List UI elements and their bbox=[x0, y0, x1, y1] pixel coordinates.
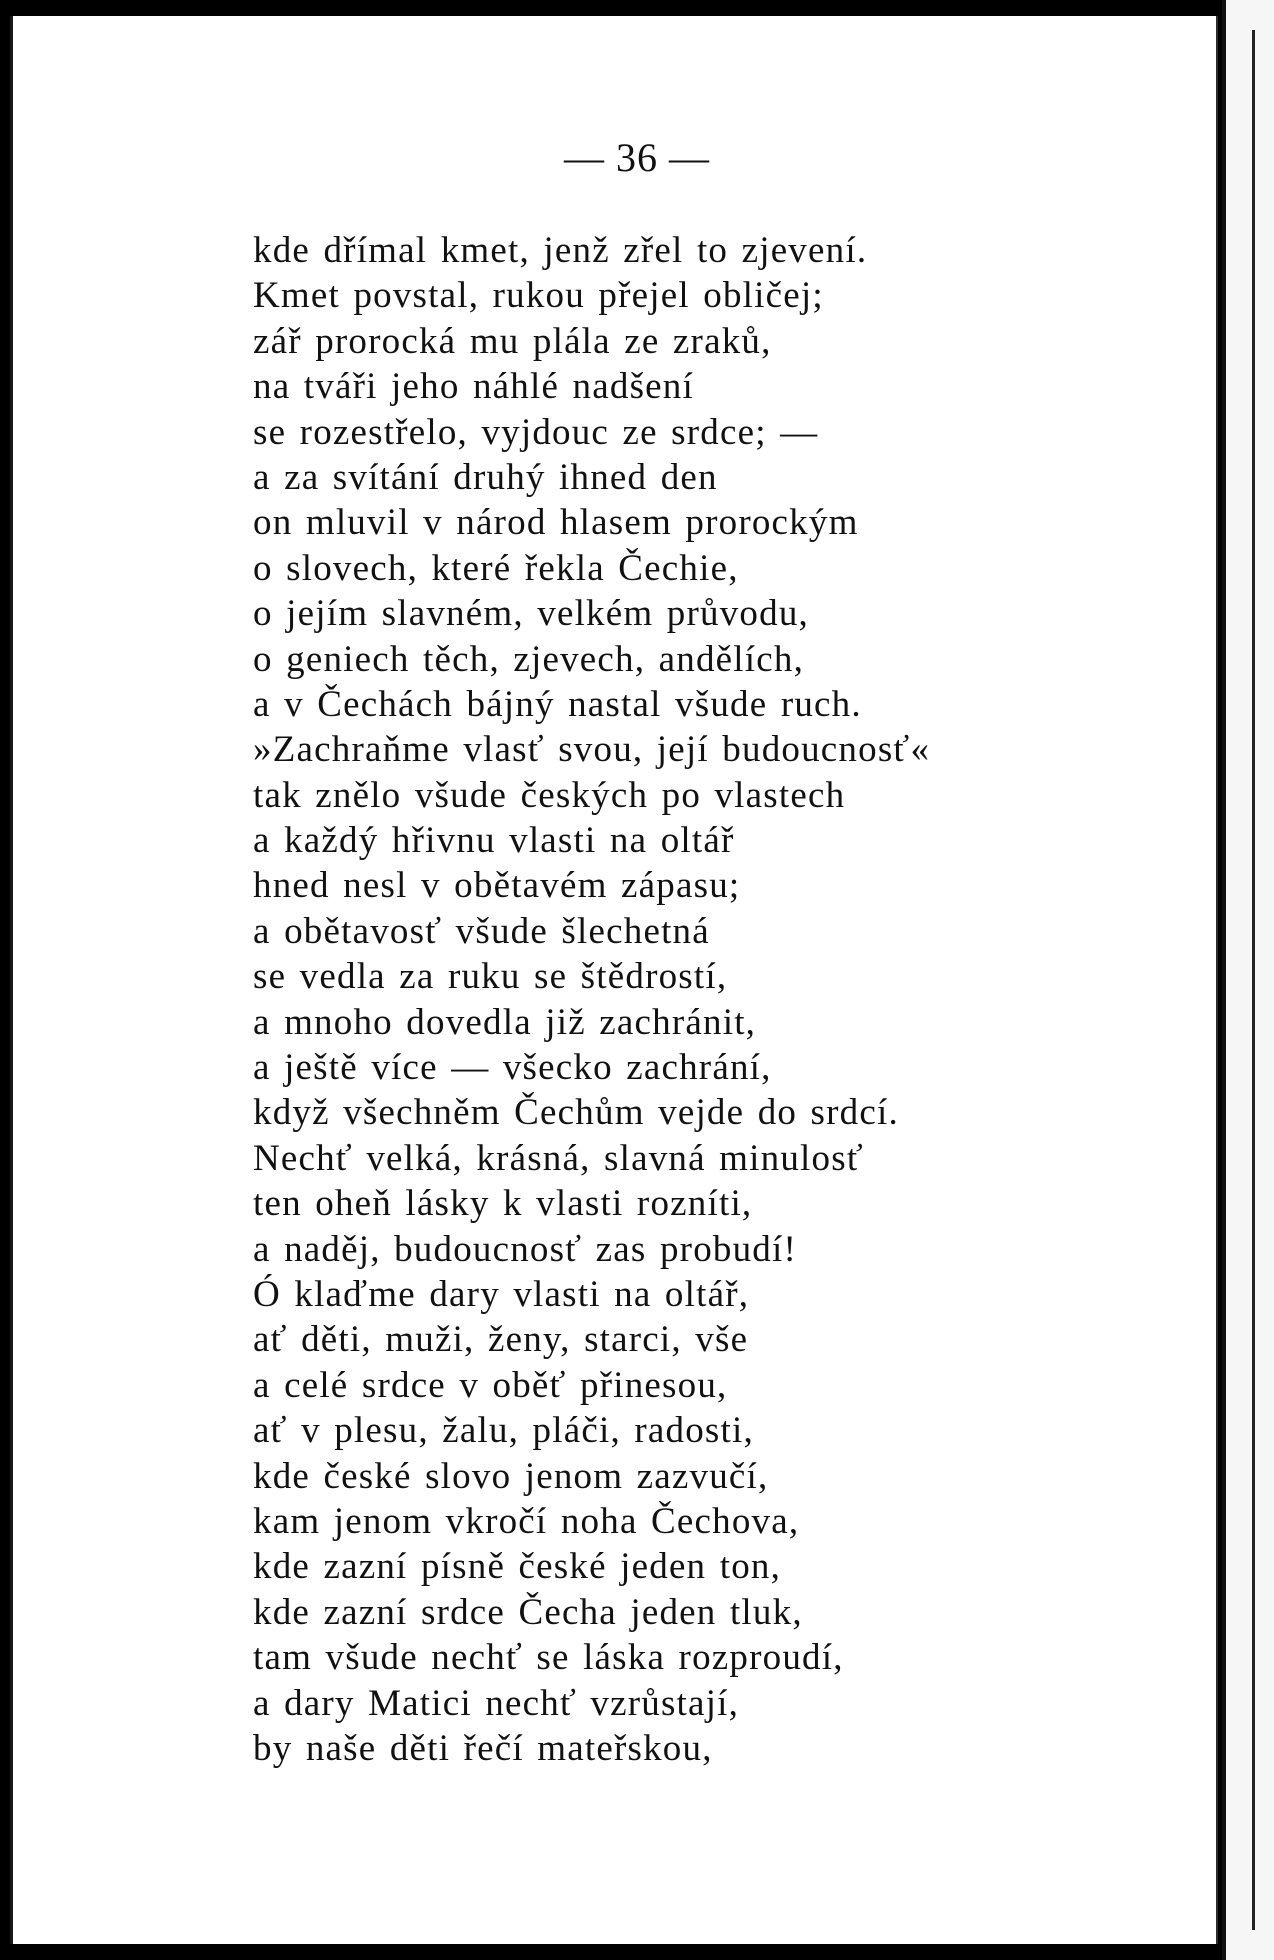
poem-line: a celé srdce v oběť přinesou, bbox=[253, 1364, 728, 1406]
poem-line: kam jenom vkročí noha Čechova, bbox=[253, 1500, 800, 1542]
poem-line: tam všude nechť se láska rozproudí, bbox=[253, 1637, 844, 1679]
poem-line: se rozestřelo, vyjdouc ze srdce; — bbox=[253, 411, 819, 453]
poem-line: a ještě více — všecko zachrání, bbox=[253, 1047, 772, 1089]
poem-line: kde zazní písně české jeden ton, bbox=[253, 1546, 782, 1588]
poem-line: on mluvil v národ hlasem prorockým bbox=[253, 502, 859, 544]
poem-line: kde české slovo jenom zazvučí, bbox=[253, 1455, 769, 1497]
poem-line: tak znělo všude českých po vlastech bbox=[253, 774, 846, 816]
poem-line: a dary Matici nechť vzrůstají, bbox=[253, 1682, 740, 1724]
poem-line: Ó klaďme dary vlasti na oltář, bbox=[253, 1273, 750, 1315]
poem-line: a mnoho dovedla již zachránit, bbox=[253, 1001, 757, 1043]
poem-text bbox=[253, 228, 930, 1771]
poem-line: o slovech, které řekla Čechie, bbox=[253, 547, 739, 589]
poem-line: na tváři jeho náhlé nadšení bbox=[253, 366, 694, 408]
poem-line: by naše děti řečí mateřskou, bbox=[253, 1727, 713, 1769]
poem-line: Nechť velká, krásná, slavná minulosť bbox=[253, 1137, 864, 1179]
poem-line: »Zachraňme vlasť svou, její budoucnosť« bbox=[253, 729, 931, 771]
poem-line: a v Čechách bájný nastal všude ruch. bbox=[253, 683, 862, 725]
poem-line: hned nesl v obětavém zápasu; bbox=[253, 865, 741, 907]
poem-line: zář prorocká mu plála ze zraků, bbox=[253, 320, 772, 362]
poem-line: když všechněm Čechům vejde do srdcí. bbox=[253, 1092, 899, 1134]
page-edge-line bbox=[1252, 30, 1255, 1930]
poem-line: a za svítání druhý ihned den bbox=[253, 456, 718, 498]
facing-page-edge bbox=[1222, 0, 1274, 1960]
page-number: — 36 — bbox=[564, 135, 710, 180]
poem-line: ať v plesu, žalu, pláči, radosti, bbox=[253, 1410, 754, 1452]
poem-line: a naděj, budoucnosť zas probudí! bbox=[253, 1228, 797, 1270]
poem-line: a obětavosť všude šlechetná bbox=[253, 910, 710, 952]
poem-line: kde dřímal kmet, jenž zřel to zjevení. bbox=[253, 230, 868, 271]
poem-line: Kmet povstal, rukou přejel obličej; bbox=[253, 275, 824, 317]
poem-line: kde zazní srdce Čecha jeden tluk, bbox=[253, 1591, 803, 1633]
poem-line: se vedla za ruku se štědrostí, bbox=[253, 956, 728, 998]
poem-line: ten oheň lásky k vlasti rozníti, bbox=[253, 1183, 753, 1225]
poem-line: o jejím slavném, velkém průvodu, bbox=[253, 593, 809, 635]
poem-line: ať děti, muži, ženy, starci, vše bbox=[253, 1319, 749, 1361]
poem-line: a každý hřivnu vlasti na oltář bbox=[253, 820, 735, 862]
poem-line: o geniech těch, zjevech, andělích, bbox=[253, 638, 805, 680]
